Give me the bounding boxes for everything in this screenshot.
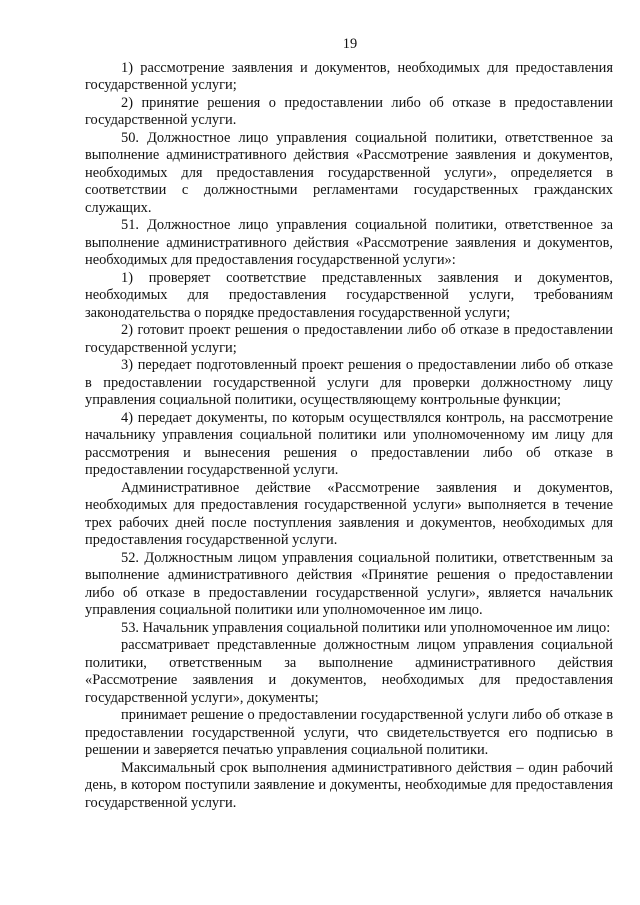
paragraph-clause-52: 52. Должностным лицом управления социальной политики, ответственным за выполнение административного действия «Принятие решения о предоставлении либо об отказе в предоставлении государственной услуги», является начальник управления социальной политики или уполномоченное им лицо.	[85, 549, 613, 618]
page-number: 19	[342, 36, 358, 52]
paragraph-51-item-1: 1) проверяет соответствие представленных заявления и документов, необходимых для предоставления государственной услуги, требованиям законодательства о порядке предоставления государственной услуги;	[85, 269, 613, 321]
paragraph-51-item-3: 3) передает подготовленный проект решения о предоставлении либо об отказе в предоставлении государственной услуги для проверки должностному лицу управления социальной политики, осуществляющему контрольные функции;	[85, 357, 613, 408]
paragraph-clause-50: 50. Должностное лицо управления социальной политики, ответственное за выполнение административного действия «Рассмотрение заявления и документов, необходимых для предоставления государственной услуги», определяется в соответствии с должностными регламентами государственных гражданских служащих.	[85, 129, 613, 216]
paragraph-51-item-4: 4) передает документы, по которым осуществлялся контроль, на рассмотрение начальнику управления социальной политики или уполномоченному им лицу для рассмотрения и вынесения решения о предоставлении либо об отказе в предоставлении государственной услуги.	[85, 409, 613, 478]
paragraph-clause-51: 51. Должностное лицо управления социальной политики, ответственное за выполнение административного действия «Рассмотрение заявления и документов, необходимых для предоставления государственной услуги»:	[85, 217, 613, 268]
paragraph-deadline-decision: Максимальный срок выполнения административного действия – один рабочий день, в котором поступили заявление и документы, необходимые для предоставления государственной услуги.	[85, 759, 613, 811]
paragraph-51-item-2: 2) готовит проект решения о предоставлении либо об отказе в предоставлении государственной услуги;	[85, 322, 613, 356]
paragraph-item-2: 2) принятие решения о предоставлении либо об отказе в предоставлении государственной услуги.	[85, 94, 613, 128]
paragraph-53-decides: принимает решение о предоставлении государственной услуги либо об отказе в предоставлении государственной услуги, что свидетельствуется его подписью в решении и заверяется печатью управления социальной политики.	[85, 707, 613, 758]
paragraph-item-1: 1) рассмотрение заявления и документов, необходимых для предоставления государственной услуги;	[85, 59, 613, 93]
paragraph-deadline-review: Административное действие «Рассмотрение заявления и документов, необходимых для предоставления государственной услуги» выполняется в течение трех рабочих дней после поступления заявления и документов, необходимых для предоставления государственной услуги.	[85, 479, 613, 548]
paragraph-53-reviews: рассматривает представленные должностным лицом управления социальной политики, ответственным за выполнение административного действия «Рассмотрение заявления и документов, необходимых для предоставления государственной услуги», документы;	[85, 637, 613, 706]
paragraph-clause-53: 53. Начальник управления социальной политики или уполномоченное им лицо:	[121, 619, 611, 636]
